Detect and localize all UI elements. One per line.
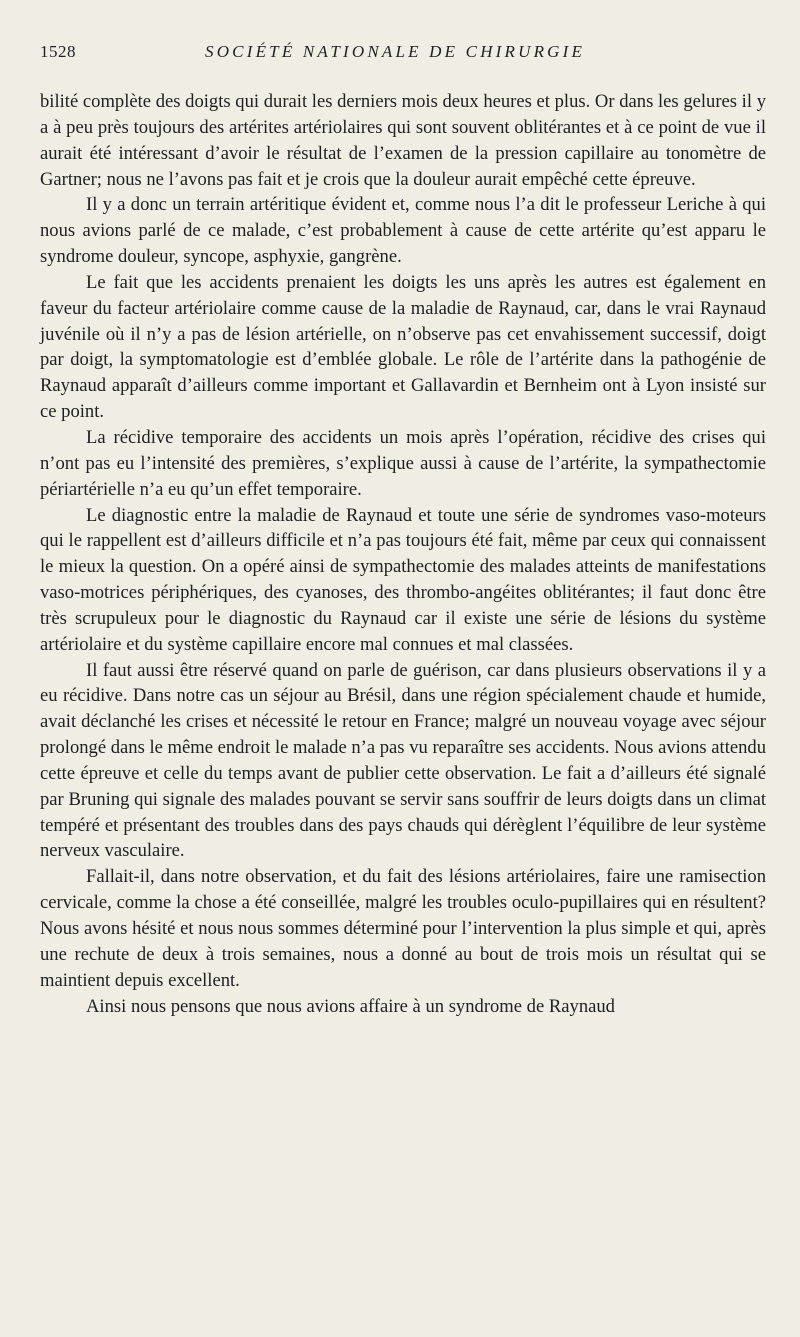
paragraph-1: bilité complète des doigts qui durait les derniers mois deux heures et plus. Or dans les gelures il y a à peu près toujours des artérites artériolaires qui sont souvent oblitérantes et à ce point de vue il aurait été intéressant d’avoir le résultat de l’examen de la pression capillaire au tonomètre de Gartner; nous ne l’avons pas fait et je crois que la douleur aurait empêché cette épreuve. [40,91,766,190]
paragraph-6: Il faut aussi être réservé quand on parle de guérison, car dans plusieurs observations il y a eu récidive. Dans notre cas un séjour au Brésil, dans une région spécialement chaude et humide, avait déclanché les crises et nécessité le retour en France; malgré un nouveau voyage avec séjour prolongé dans le même endroit le malade n’a pas vu reparaître ses accidents. Nous avions attendu cette épreuve et celle du temps avant de publier cette observation. Le fait a d’ailleurs été signalé par Bruning qui signale des malades pouvant se servir sans souffrir de leurs doigts dans un climat tempéré et présentant des troubles dans des pays chauds qui dérèglent l’équilibre de leur système nerveux vasculaire. [40,659,766,862]
paragraph-2: Il y a donc un terrain artéritique évident et, comme nous l’a dit le professeur Leriche à qui nous avions parlé de ce malade, c’est probablement à cause de cette artérite qu’est apparu le syndrome douleur, syncope, asphyxie, gangrène. [40,194,766,268]
paragraph-7: Fallait-il, dans notre observation, et du fait des lésions artériolaires, faire une ramisection cervicale, comme la chose a été conseillée, malgré les troubles oculo-pupillaires qui en résultent? Nous avons hésité et nous nous sommes déterminé pour l’intervention la plus simple et qui, après une rechute de deux à trois semaines, nous a donné au bout de trois mois un résultat qui se maintient depuis excellent. [40,866,766,991]
running-head: SOCIÉTÉ NATIONALE DE CHIRURGIE [205,42,586,61]
paragraph-3: Le fait que les accidents prenaient les doigts les uns après les autres est également en faveur du facteur artériolaire comme cause de la maladie de Raynaud, car, dans le vrai Raynaud juvénile où il n’y a pas de lésion artérielle, on n’observe pas cet envahissement successif, doigt par doigt, la symptomatologie est d’emblée globale. Le rôle de l’artérite dans la pathogénie de Raynaud apparaît d’ailleurs comme important et Gallavardin et Bernheim ont à Lyon insisté sur ce point. [40,271,766,423]
page-header [40,42,760,66]
paragraph-5: Le diagnostic entre la maladie de Raynaud et toute une série de syndromes vaso-moteurs qui le rappellent est d’ailleurs difficile et n’a pas toujours été fait, même par ceux qui connaissent le mieux la question. On a opéré ainsi de sympathectomie des malades atteints de manifestations vaso-motrices périphériques, des cyanoses, des thrombo-angéites oblitérantes; il faut donc être très scrupuleux pour le diagnostic du Raynaud car il existe une série de lésions du système artériolaire et du système capillaire encore mal connues et mal classées. [40,504,766,655]
body-text [40,89,766,1019]
page-number: 1528 [40,42,76,61]
paragraph-4: La récidive temporaire des accidents un mois après l’opération, récidive des crises qui n’ont pas eu l’intensité des premières, s’explique aussi à cause de l’artérite, la sympathectomie périartérielle n’a eu qu’un effet temporaire. [40,426,766,500]
paragraph-8: Ainsi nous pensons que nous avions affaire à un syndrome de Raynaud [86,995,615,1017]
